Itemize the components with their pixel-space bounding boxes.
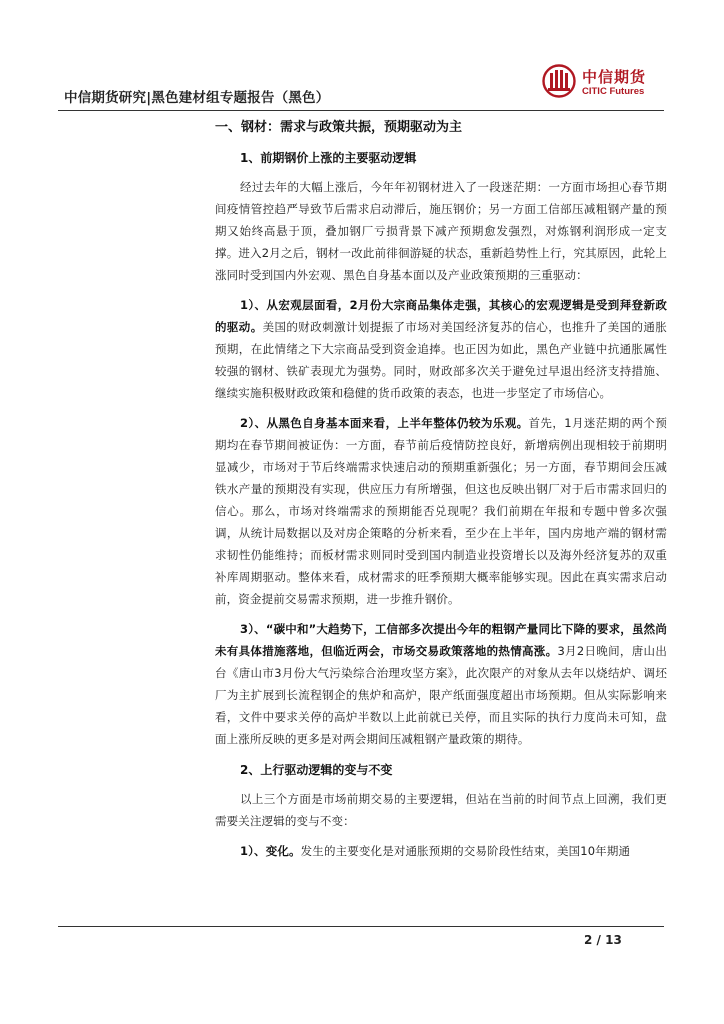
paragraph-fundamentals-body: 首先，1月迷茫期的两个预期均在春节期间被证伪：一方面，春节前后疫情防控良好，新增病例出现相较于前期明显减少，市场对于节后终端需求快速启动的预期重新强化；另一方面，春节期间会压减铁水产量的预期没有实现，供应压力有所增强，但这也反映出钢厂对于后市需求回归的信心。那么，市场对终端需求的预期能否兑现呢？我们前期在年报和专题中曾多次强调，从统计局数据以及对房企策略的分析来看，至少在上半年，国内房地产端的钢材需求韧性仍能维持；而板材需求则同时受到国内制造业投资增长以及海外经济复苏的双重补库周期驱动。整体来看，成材需求的旺季预期大概率能够实现。因此在真实需求启动前，资金提前交易需求预期，进一步推升钢价。 [215, 416, 667, 606]
paragraph-fundamentals-lead: 2）、从黑色自身基本面来看，上半年整体仍较为乐观。 [240, 416, 529, 430]
paragraph-fundamentals [215, 412, 667, 610]
paragraph-macro-body: 美国的财政刺激计划提振了市场对美国经济复苏的信心，也推升了美国的通胀预期，在此情绪之下大宗商品受到资金追捧。也正因为如此，黑色产业链中抗通胀属性较强的钢材、铁矿表现尤为强势。同时，财政部多次关于避免过早退出经济支持措施、继续实施积极财政政策和稳健的货币政策的表态，也进一步坚定了市场信心。 [215, 320, 667, 400]
citic-futures-logo [542, 60, 660, 104]
section-title: 一、钢材：需求与政策共振，预期驱动为主 [215, 120, 463, 135]
document-body [215, 116, 667, 862]
subsection-title-2: 2、上行驱动逻辑的变与不变 [240, 763, 393, 777]
paragraph-change-body: 发生的主要变化是对通胀预期的交易阶段性结束，美国10年期通 [300, 844, 631, 858]
paragraph-logic-summary: 以上三个方面是市场前期交易的主要逻辑，但站在当前的时间节点上回溯，我们更需要关注逻辑的变与不变： [215, 792, 667, 828]
logo-chinese-text: 中信期货 [582, 68, 647, 86]
citic-logo-icon [542, 64, 576, 98]
paragraph-policy [215, 618, 667, 750]
footer-divider [58, 926, 664, 927]
paragraph-policy-body: 3月2日晚间，唐山出台《唐山市3月份大气污染综合治理攻坚方案》，此次限产的对象从去年以烧结炉、调坯厂为主扩展到长流程钢企的焦炉和高炉，限产纸面强度超出市场预期。但从实际影响来看，文件中要求关停的高炉半数以上此前就已关停，而且实际的执行力度尚未可知，盘面上涨所反映的更多是对两会期间压减粗钢产量政策的期待。 [215, 644, 667, 746]
paragraph-intro: 经过去年的大幅上涨后，今年年初钢材进入了一段迷茫期：一方面市场担心春节期间疫情管控趋严导致节后需求启动滞后，施压钢价；另一方面工信部压减粗钢产量的预期又始终高悬于顶，叠加钢厂亏损背景下减产预期愈发强烈，对炼钢利润形成一定支撑。进入2月之后，钢材一改此前徘徊游疑的状态，重新趋势性上行，究其原因，此轮上涨同时受到国内外宏观、黑色自身基本面以及产业政策预期的三重驱动： [215, 180, 667, 282]
header-title: 中信期货研究|黑色建材组专题报告（黑色） [64, 90, 330, 106]
paragraph-macro [215, 294, 667, 404]
header-divider [58, 110, 664, 111]
paragraph-change-lead: 1）、变化。 [240, 844, 301, 858]
page-header [58, 60, 664, 114]
paragraph-change [215, 840, 667, 862]
paragraph-policy-lead: 3）、“碳中和”大趋势下，工信部多次提出今年的粗钢产量同比下降的要求，虽然尚未有具体措施落地，但临近两会，市场交易政策落地的热情高涨。 [215, 622, 667, 658]
paragraph-macro-lead: 1）、从宏观层面看，2月份大宗商品集体走强，其核心的宏观逻辑是受到拜登新政的驱动。 [215, 298, 667, 334]
subsection-title-1: 1、前期钢价上涨的主要驱动逻辑 [240, 151, 417, 165]
logo-english-text: CITIC Futures [582, 86, 645, 97]
page-number: 2 / 13 [584, 933, 622, 947]
